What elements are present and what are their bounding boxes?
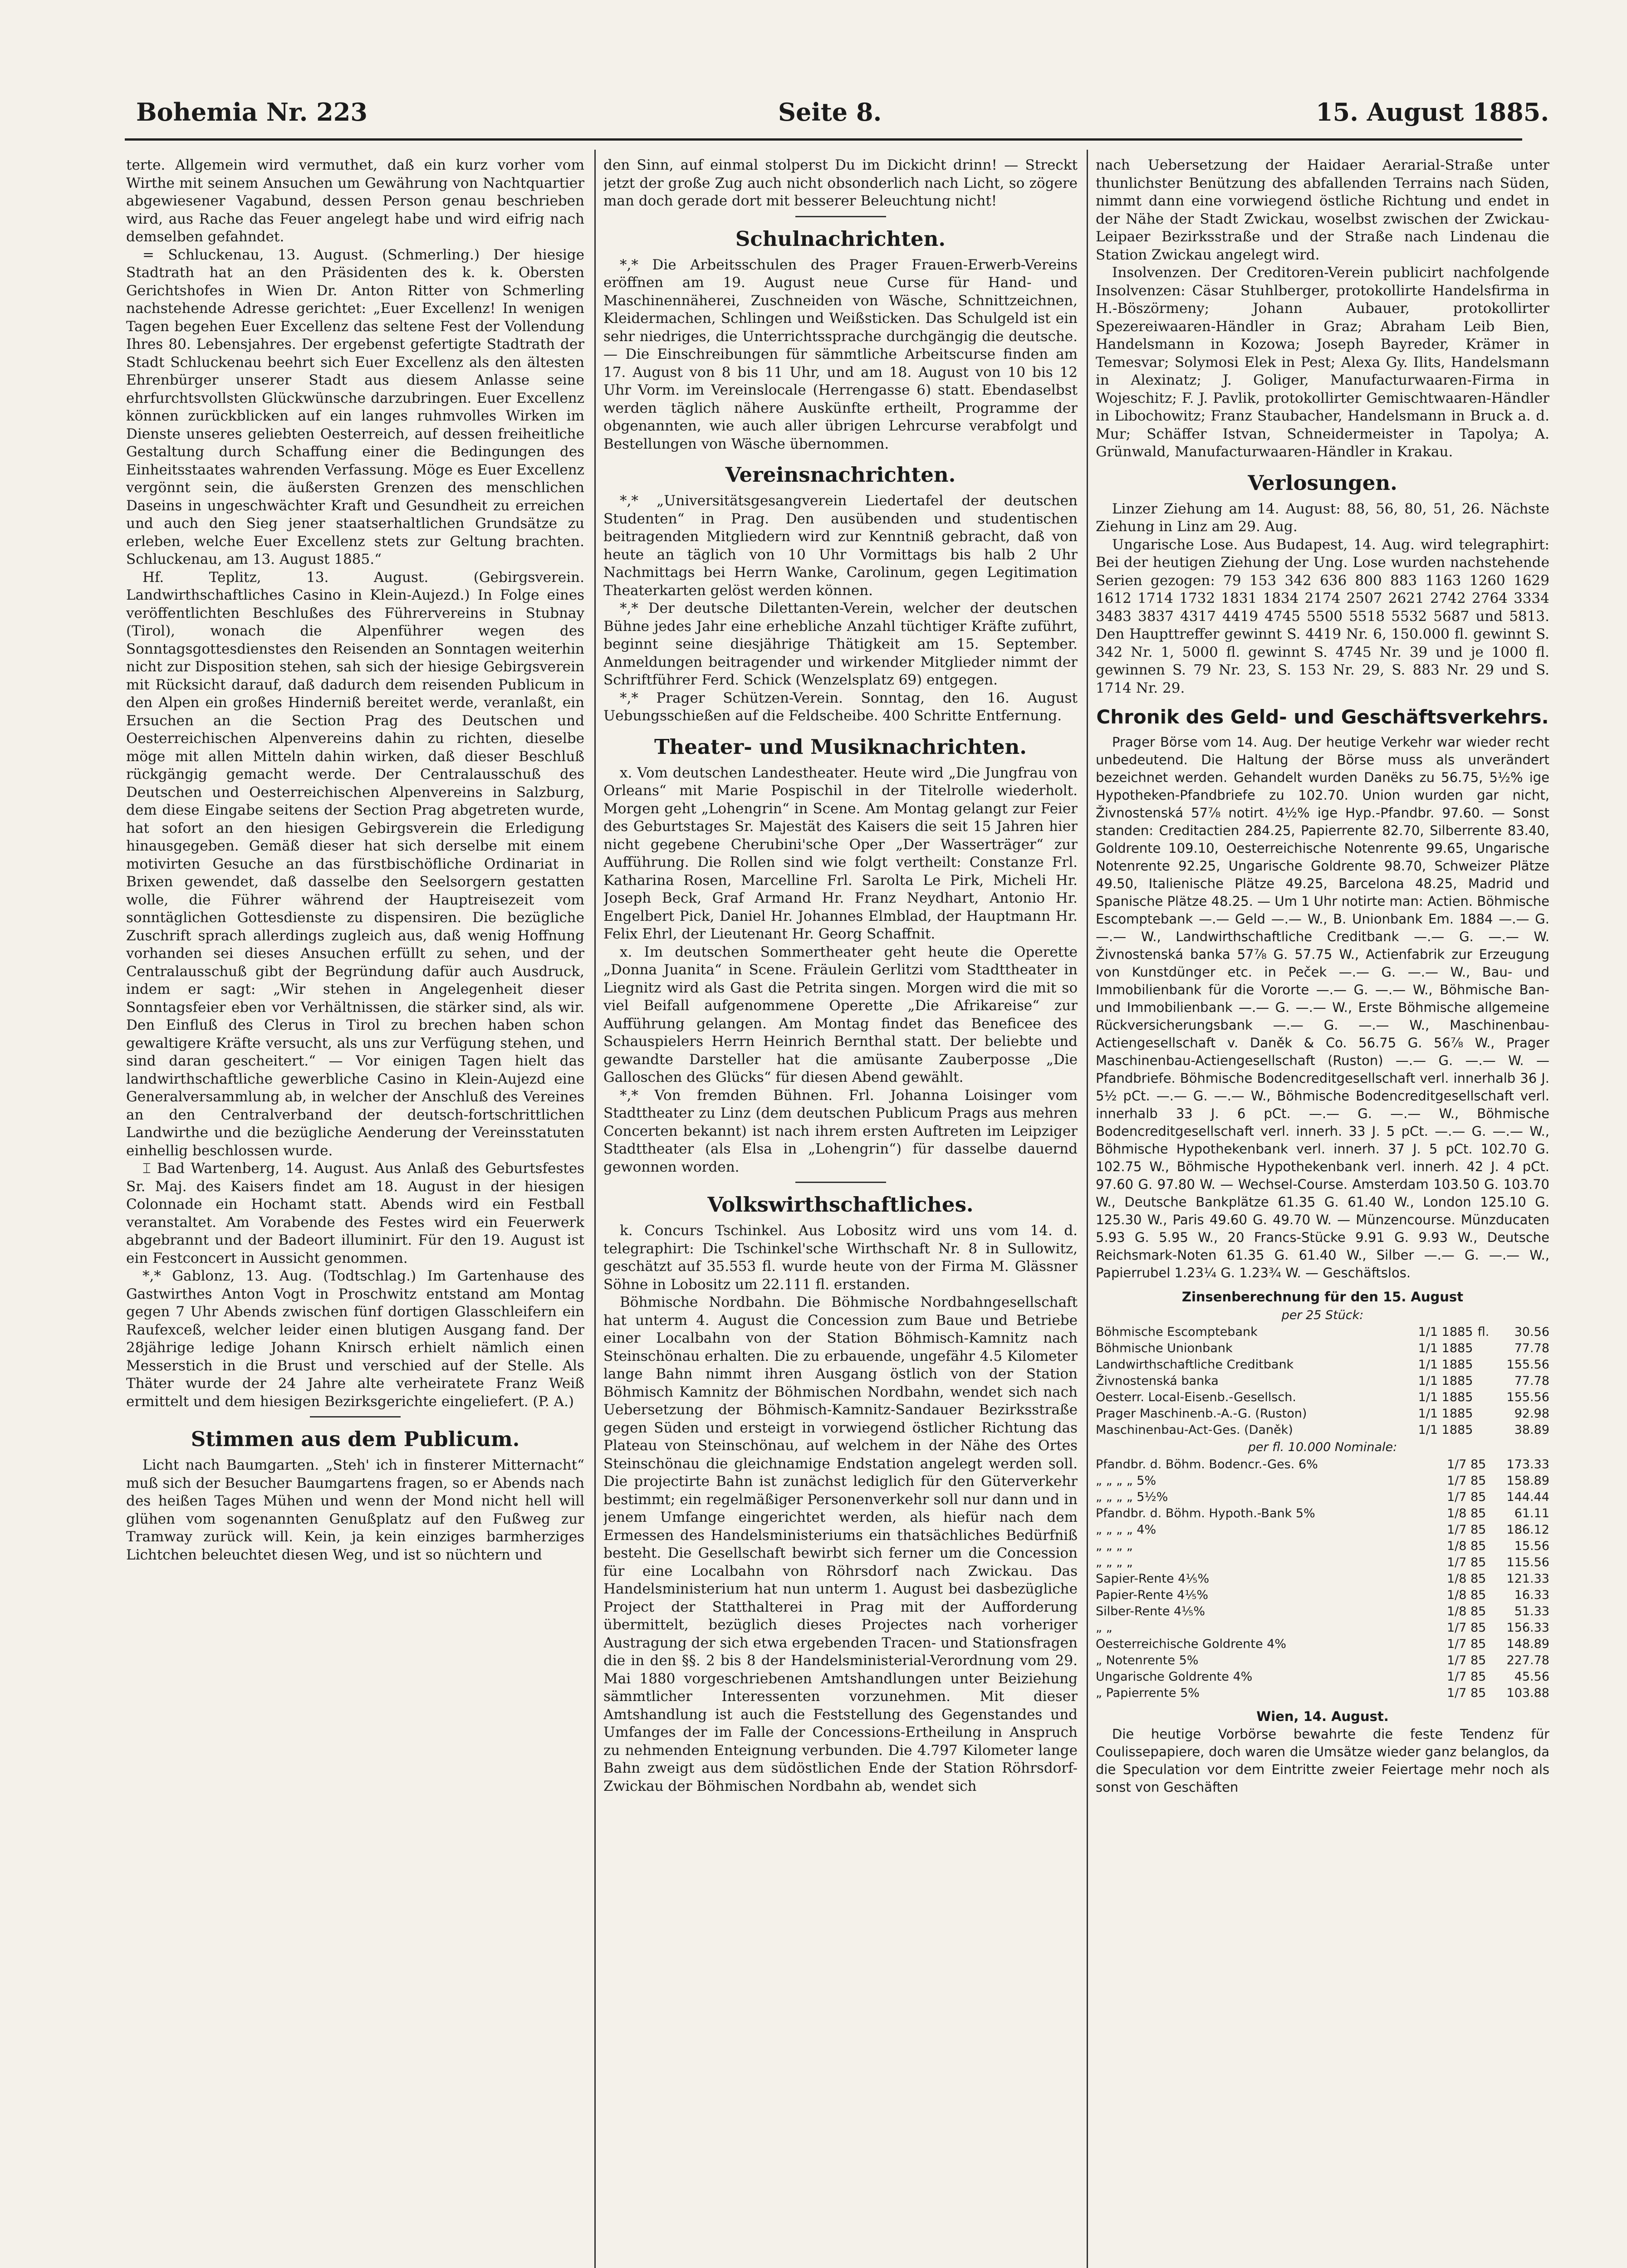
zinsen-cell-mid: 1/7 85 <box>1446 1457 1486 1471</box>
zinsen-cell-name: Živnostenská banka <box>1096 1374 1219 1388</box>
zinsen-table-stueck <box>1096 1324 1549 1438</box>
article-fremde-buehnen: *,* Von fremden Bühnen. Frl. Johanna Loisinger vom Stadttheater zu Linz (dem deutschen Publicum Prags aus mehren Concerten bekannt) ist nach ihrem ersten Auftreten im Leipziger Stadttheater (als Elsa in „Lohengrin“) für dasselbe dauernd gewonnen worden. <box>603 1087 1078 1175</box>
zinsen-cell-cur <box>1473 1340 1489 1357</box>
zinsen-cell-val: 158.89 <box>1506 1473 1549 1488</box>
zinsen-cell-name: „ „ „ „ 5½% <box>1096 1490 1168 1504</box>
zinsen-cell-val: 51.33 <box>1514 1604 1549 1618</box>
article-fire-end: terte. Allgemein wird vermuthet, daß ein kurz vorher vom Wirthe mit seinem Ansuchen um Gewährung von Nachtquartier abgewiesener Vagabund, dessen Person genau beschrieben wird, aus Rache das Feuer angelegt habe und wird eifrig nach demselben gefahndet. <box>126 157 584 245</box>
article-ungarische-lose: Ungarische Lose. Aus Budapest, 14. Aug. wird telegraphirt: Bei der heutigen Ziehung der Ung. Lose wurden nachstehende Serien gezogen: 79 153 342 636 800 883 1163 1260 1629 1612 1714 1732 1831 1834 2174 2507 2621 2742 2764 3334 3483 3837 4317 4419 4745 5500 5518 5532 5687 und 5813. Den Haupttreffer gewinnt S. 4419 Nr. 6, 150.000 fl. gewinnt S. 342 Nr. 1, 5000 fl. gewinnt S. 4745 Nr. 39 und je 1000 fl. gewinnen S. 79 Nr. 23, S. 153 Nr. 29, S. 883 Nr. 29 und S. 1714 Nr. 29. <box>1096 536 1549 696</box>
zinsen-cell-mid: 1/1 1885 <box>1418 1423 1473 1437</box>
article-arbeitsschulen: *,* Die Arbeitsschulen des Prager Frauen-Erwerb-Vereins eröffnen am 19. August neue Curse für Hand- und Maschinennäherei, Zuschneiden von Wäsche, Schnittzeichnen, Kleidermachen, Schlingen und Weißsticken. Das Schulgeld ist ein sehr niedriges, die Unterrichtssprache durchgängig die deutsche. — Die Einschreibungen für sämmtliche Arbeitscurse finden am 17. August von 8 bis 11 Uhr, und am 18. August von 10 bis 12 Uhr Vorm. im Vereinslocale (Herrengasse 6) statt. Ebendaselbst werden täglich nähere Auskünfte ertheilt, Programme der obgenannten, wie auch aller übrigen Lehrcurse verabfolgt und Bestellungen von Wäsche übernommen. <box>603 256 1078 452</box>
zinsen-cell-val: 77.78 <box>1514 1374 1549 1388</box>
zinsen-cell-val: 30.56 <box>1514 1325 1549 1339</box>
zinsen-cell-val: 156.33 <box>1506 1620 1549 1635</box>
zinsen-cell-cur <box>1473 1389 1489 1406</box>
article-wien: Die heutige Vorbörse bewahrte die feste Tendenz für Coulissepapiere, doch waren die Umsätze wieder ganz belanglos, da die Speculation vor dem Eintritte zweier Feiertage mehr noch als sonst von Geschäften <box>1096 1726 1549 1795</box>
article-nordbahn-end: nach Uebersetzung der Haidaer Aerarial-Straße unter thunlichster Benützung des abfallenden Terrains nach Süden, nimmt dann eine vorwiegend östliche Richtung und endet in der Nähe der Stadt Zwickau, woselbst zwischen der Zwickau-Leipaer Bezirksstraße und der Straße nach Lindenau die Station Zwickau angelegt wird. <box>1096 157 1549 263</box>
zinsen-row <box>1096 1669 1549 1685</box>
zinsen-cell-name: Pfandbr. d. Böhm. Hypoth.-Bank 5% <box>1096 1506 1315 1520</box>
zinsen-cell-name: Papier-Rente 4⅕% <box>1096 1588 1209 1602</box>
zinsen-cell-val: 45.56 <box>1514 1669 1549 1684</box>
zinsen-cell-name: Pfandbr. d. Böhm. Bodencr.-Ges. 6% <box>1096 1457 1318 1471</box>
zinsen-row <box>1096 1522 1549 1538</box>
zinsen-cell-mid: 1/7 85 <box>1446 1637 1486 1651</box>
zinsen-cell-mid: 1/8 85 <box>1446 1571 1486 1586</box>
zinsen-cell-val: 38.89 <box>1514 1423 1549 1437</box>
zinsen-cell-name: Prager Maschinenb.-A.-G. (Ruston) <box>1096 1407 1307 1421</box>
zinsen-cell-name: „ Papierrente 5% <box>1096 1686 1200 1700</box>
section-divider <box>310 1416 401 1418</box>
zinsen-cell-mid: 1/8 85 <box>1446 1588 1486 1602</box>
zinsen-cell-val: 227.78 <box>1506 1653 1549 1667</box>
zinsen-cell-mid: 1/8 85 <box>1446 1604 1486 1618</box>
zinsen-cell-name: Ungarische Goldrente 4% <box>1096 1669 1253 1684</box>
zinsen-cell-mid: 1/8 85 <box>1446 1539 1486 1553</box>
issue-date: 15. August 1885. <box>1316 98 1549 127</box>
zinsen-cell-name: „ „ „ „ 4% <box>1096 1522 1157 1537</box>
zinsen-cell-val: 115.56 <box>1506 1555 1549 1569</box>
zinsen-cell-mid: 1/8 85 <box>1446 1506 1486 1520</box>
zinsen-cell-name: „ „ „ „ <box>1096 1539 1133 1553</box>
article-licht-end: den Sinn, auf einmal stolperst Du im Dickicht drinn! — Streckt jetzt der große Zug auch nicht obsonderlich nach Licht, so zögere man doch gerade dort mit besserer Beleuchtung nicht! <box>603 157 1078 209</box>
zinsen-cell-name: Sapier-Rente 4⅕% <box>1096 1571 1210 1586</box>
article-concurs-tschinkel: k. Concurs Tschinkel. Aus Lobositz wird uns vom 14. d. telegraphirt: Die Tschinkel'sche Wirthschaft Nr. 8 in Sullowitz, geschätzt auf 35.553 fl. wurde heute von der Firma M. Glässner Söhne in Lobositz um 22.111 fl. erstanden. <box>603 1222 1078 1293</box>
section-heading-verlosungen: Verlosungen. <box>1248 470 1397 495</box>
zinsen-row <box>1096 1652 1549 1669</box>
zinsen-cell-cur <box>1473 1373 1489 1389</box>
zinsen-cell-val: 173.33 <box>1506 1457 1549 1471</box>
section-heading-verein: Vereinsnachrichten. <box>725 463 956 487</box>
zinsen-row <box>1096 1636 1549 1652</box>
zinsen-cell-cur <box>1473 1406 1489 1422</box>
article-schuetzen: *,* Prager Schützen-Verein. Sonntag, den 16. August Uebungsschießen auf die Feldscheibe. 400 Schritte Entfernung. <box>603 689 1078 724</box>
column-divider-2 <box>1087 150 1088 2268</box>
zinsen-cell-cur <box>1473 1357 1489 1373</box>
zinsen-cell-name: „ „ <box>1096 1620 1112 1635</box>
zinsen-cell-val: 61.11 <box>1514 1506 1549 1520</box>
article-landestheater: x. Vom deutschen Landestheater. Heute wird „Die Jungfrau von Orleans“ mit Marie Pospischil in der Titelrolle wiederholt. Morgen geht „Lohengrin“ in Scene. Am Montag gelangt zur Feier des Geburtstages Sr. Majestät des Kaisers die seit 15 Jahren hier nicht gegebene Cherubini'sche Oper „Der Wasserträger“ zur Aufführung. Die Rollen sind wie folgt vertheilt: Constanze Frl. Katharina Rosen, Marcelline Frl. Sarolta Le Pirk, Micheli Hr. Joseph Beck, Graf Armand Hr. Franz Neydhart, Antonio Hr. Engelbert Pick, Daniel Hr. Johannes Elmblad, der Hauptmann Hr. Felix Ehrl, der Lieutenant Hr. Georg Schaffnit. <box>603 764 1078 942</box>
zinsen-cell-mid: 1/1 1885 <box>1418 1341 1473 1355</box>
zinsen-cell-mid: 1/1 1885 <box>1418 1374 1473 1388</box>
article-schluckenau: = Schluckenau, 13. August. (Schmerling.) Der hiesige Stadtrath hat an den Präsidenten des k. k. Obersten Gerichtshofes in Wien Dr. Anton Ritter von Schmerling nachstehende Adresse gerichtet: „Euer Excellenz! In wenigen Tagen begehen Euer Excellenz das seltene Fest der Vollendung Ihres 80. Lebensjahres. Der ergebenst gefertigte Stadtrath der Stadt Schluckenau beehrt sich Euer Excellenz als den ältesten Ehrenbürger unserer Stadt aus diesem Anlasse seine ehrfurchtsvollsten Glückwünsche darzubringen. Euer Excellenz können zurückblicken auf ein langes ruhmvolles Wirken im Dienste unseres geliebten Oesterreich, auf dessen freiheitliche Gestaltung durch Schaffung einer die Bedingungen des Einheitsstaates wahrenden Verfassung. Möge es Euer Excellenz vergönnt sein, die äußersten Grenzen des menschlichen Daseins in ungeschwächter Kraft und Gesundheit zu erreichen und auch den Sieg jener staatserhaltlichen Grundsätze zu erleben, welche Euer Excellenz stets zur Geltung brachten. Schluckenau, am 13. August 1885.“ <box>126 246 584 567</box>
zinsen-row <box>1096 1389 1549 1406</box>
zinsen-row <box>1096 1406 1549 1422</box>
section-divider <box>795 216 886 217</box>
zinsen-cell-name: Oesterreichische Goldrente 4% <box>1096 1637 1286 1651</box>
article-insolvenzen: Insolvenzen. Der Creditoren-Verein publicirt nachfolgende Insolvenzen: Cäsar Stuhlberger, protokollirte Handelsfirma in H.-Böszörmeny; Johann Aubauer, protokollirter Spezereiwaaren-Händler in Graz; Abraham Leib Bien, Handelsmann in Kozowa; Joseph Bayreder, Krämer in Temesvar; Solymosi Elek in Pest; Alexa Gy. Ilits, Handelsmann in Alexinatz; J. Goliger, Manufacturwaaren-Firma in Wojeschitz; F. J. Pavlik, protokollirter Gemischtwaaren-Händler in Libochowitz; Franz Staubacher, Handelsmann in Bruck a. d. Mur; Schäffer Istvan, Schneidermeister in Tapolya; A. Grünwald, Manufacturwaaren-Händler in Krakau. <box>1096 264 1549 460</box>
zinsen-subtitle-nominale: per fl. 10.000 Nominale: <box>1248 1440 1397 1454</box>
zinsen-cell-mid: 1/1 1885 <box>1418 1358 1473 1372</box>
zinsen-cell-name: Silber-Rente 4⅕% <box>1096 1604 1206 1618</box>
article-gablonz: *,* Gablonz, 13. Aug. (Todtschlag.) Im Gartenhause des Gastwirthes Anton Vogt in Proschwitz entstand am Montag gegen 7 Uhr Abends zwischen fünf dortigen Glasschleifern ein Raufexceß, welcher leider einen blutigen Ausgang fand. Der 28jährige ledige Johann Knirsch erhielt nämlich einen Messerstich in die Brust und verschied auf der Stelle. Als Thäter wurde der 24 Jahre alte verheiratete Franz Weiß ermittelt und dem hiesigen Bezirksgerichte eingeliefert. (P. A.) <box>126 1268 584 1410</box>
zinsen-cell-val: 103.88 <box>1506 1686 1549 1700</box>
section-heading-volks: Volkswirthschaftliches. <box>707 1193 974 1217</box>
zinsen-cell-name: Böhmische Escomptebank <box>1096 1325 1258 1339</box>
zinsen-cell-mid: 1/1 1885 <box>1418 1325 1473 1339</box>
section-heading-chronik: Chronik des Geld- und Geschäftsverkehrs. <box>1096 706 1549 728</box>
zinsen-row <box>1096 1473 1549 1489</box>
paper-name: Bohemia Nr. 223 <box>136 98 368 127</box>
zinsen-cell-mid: 1/7 85 <box>1446 1555 1486 1569</box>
zinsen-cell-val: 155.56 <box>1506 1358 1549 1372</box>
article-licht-baumgarten: Licht nach Baumgarten. „Steh' ich in finsterer Mitternacht“ muß sich der Besucher Baumgartens fragen, so er Abends nach des heißen Tages Mühen und wenn der Mond nicht hell will glühen vom sogenannten Genußplatz auf den Fußweg zur Tramway zurück will. Kein, ja kein einziges barmherziges Lichtchen beleuchtet diesen Weg, und ist so nüchtern und <box>126 1457 584 1563</box>
zinsen-cell-val: 77.78 <box>1514 1341 1549 1355</box>
column-2 <box>603 156 1078 2268</box>
zinsen-row <box>1096 1373 1549 1389</box>
zinsen-row <box>1096 1340 1549 1357</box>
article-nordbahn: Böhmische Nordbahn. Die Böhmische Nordbahngesellschaft hat unterm 4. August die Concession zum Baue und Betriebe einer Localbahn von der Station Böhmisch-Kamnitz nach Steinschönau erhalten. Die zu erbauende, ungefähr 4.5 Kilometer lange Bahn nimmt ihren Ausgang östlich von der Station Böhmisch Kamnitz der Böhmischen Nordbahn, wendet sich nach Uebersetzung der Böhmisch-Kamnitz-Sandauer Bezirksstraße gegen Süden und ersteigt in vorwiegend östlicher Richtung das Plateau von Steinschönau, auf welchem in der Nähe des Ortes Steinschönau die gleichnamige Endstation angelegt werden soll. Die projectirte Bahn ist zunächst lediglich für den Güterverkehr bestimmt; ein regelmäßiger Personenverkehr soll nur dann und in jenem Umfange eingerichtet werden, als hiefür nach dem Ermessen des Handelsministeriums ein thatsächliches Bedürfniß besteht. Die Gesellschaft bewirbt sich ferner um die Concession für eine Localbahn von Röhrsdorf nach Zwickau. Das Handelsministerium hat nun unterm 1. August bei dasbezügliche Project der Statthalterei in Prag mit der Aufforderung übermittelt, bezüglich dieses Projectes nach vorheriger Austragung der sich etwa ergebenden Tracen- und Stationsfragen die in den §§. 2 bis 8 der Handelsministerial-Verordnung vom 29. Mai 1880 vorgeschriebenen Amtshandlungen unter Beiziehung sämmtlicher Interessenten vorzunehmen. Mit dieser Amtshandlung ist auch die Feststellung des Gegenstandes und Umfanges der im Falle der Concessions-Ertheilung in Anspruch zu nehmenden Enteignung verbunden. Die 4.797 Kilometer lange Bahn zweigt aus dem südöstlichen Ende der Station Röhrsdorf-Zwickau der Böhmischen Nordbahn ab, wendet sich <box>603 1294 1078 1794</box>
zinsen-row <box>1096 1489 1549 1505</box>
zinsen-row <box>1096 1620 1549 1636</box>
article-dilettanten: *,* Der deutsche Dilettanten-Verein, welcher der deutschen Bühne jedes Jahr eine erhebliche Anzahl tüchtiger Kräfte zuführt, beginnt seine diesjährige Thätigkeit am 15. September. Anmeldungen beitragender und wirkender Mitglieder nimmt der Schriftführer Ferd. Schick (Wenzelsplatz 69) entgegen. <box>603 600 1078 688</box>
zinsen-row <box>1096 1357 1549 1373</box>
zinsen-cell-name: Maschinenbau-Act-Ges. (Daněk) <box>1096 1423 1293 1437</box>
section-heading-stimmen: Stimmen aus dem Publicum. <box>191 1427 520 1451</box>
zinsen-row <box>1096 1571 1549 1587</box>
article-prager-boerse: Prager Börse vom 14. Aug. Der heutige Verkehr war wieder recht unbedeutend. Die Haltung der Börse muss als unverändert bezeichnet werden. Gehandelt wurden Danëks zu 56.75, 5½% ige Hypotheken-Pfandbriefe zu 102.70. Union wurden gar nicht, Živnostenská 57⅞ notirt. 4½% ige Hyp.-Pfandbr. 97.60. — Sonst standen: Creditactien 284.25, Papierrente 82.70, Silberrente 83.40, Goldrente 109.10, Oesterreichische Notenrente 99.65, Ungarische Notenrente 92.25, Ungarische Goldrente 98.70, Schweizer Plätze 49.50, Italienische Plätze 49.25, Barcelona 48.25, Madrid und Spanische Plätze 48.25. — Um 1 Uhr notirte man: Actien. Böhmische Escomptebank —.— Geld —.— W., B. Unionbank Em. 1884 —.— G. —.— W., Landwirthschaftliche Creditbank —.— G. —.— W. Živnostenská banka 57⅞ G. 57.75 W., Actienfabrik zur Erzeugung von Kunstdünger etc. in Peček —.— G. —.— W., Bau- und Immobilienbank für die Vororte —.— G. —.— W., Böhmische Ban- und Immobilienbank —.— G. —.— W., Erste Böhmische allgemeine Rückversicherungsbank —.— G. —.— W., Maschinenbau-Actiengesellschaft v. Daněk & Co. 56.75 G. 56⅞ W., Prager Maschinenbau-Actiengesellschaft (Ruston) —.— G. —.— W. — Pfandbriefe. Böhmische Bodencreditgesellschaft verl. innerhalb 36 J. 5½ pCt. —.— G. —.— W., Böhmische Bodencreditgesellschaft verl. innerhalb 33 J. 6 pCt. —.— G. —.— W., Böhmische Bodencreditgesellschaft verl. innerh. 33 J. 5 pCt. —.— G. —.— W., Böhmische Hypothekenbank verl. innerh. 37 J. 5 pCt. 102.70 G. 102.75 W., Böhmische Hypothekenbank verl. innerh. 42 J. 4 pCt. 97.60 G. 97.80 W. — Wechsel-Course. Amsterdam 103.50 G. 103.70 W., Deutsche Bankplätze 61.35 G. 61.40 W., London 125.10 G. 125.30 W., Paris 49.60 G. 49.70 W. — Münzencourse. Münzducaten 5.93 G. 5.95 W., 20 Francs-Stücke 9.91 G. 9.93 W., Deutsche Reichsmark-Noten 61.35 G. 61.40 W., Silber —.— G. —.— W., Papierrubel 1.23¼ G. 1.23¾ W. — Geschäftslos. <box>1096 734 1549 1281</box>
zinsen-cell-val: 92.98 <box>1514 1407 1549 1421</box>
article-liedertafel: *,* „Universitätsgesangverein Liedertafel der deutschen Studenten“ in Prag. Den ausübenden und studentischen beitragenden Mitgliedern wird zur Kenntniß gebracht, daß von heute an täglich von 10 Uhr Vormittags bis halb 2 Uhr Nachmittags bei Herrn Wanke, Carolinum, gegen Legitimation Theaterkarten gelöst werden können. <box>603 493 1078 599</box>
zinsen-cell-mid: 1/7 85 <box>1446 1653 1486 1667</box>
zinsen-cell-name: Oesterr. Local-Eisenb.-Gesellsch. <box>1096 1390 1296 1404</box>
zinsen-cell-val: 148.89 <box>1506 1637 1549 1651</box>
zinsen-cell-cur: fl. <box>1477 1325 1490 1339</box>
zinsen-cell-mid: 1/7 85 <box>1446 1490 1486 1504</box>
zinsen-cell-name: „ Notenrente 5% <box>1096 1653 1199 1667</box>
zinsen-row <box>1096 1587 1549 1603</box>
zinsen-cell-val: 121.33 <box>1506 1571 1549 1586</box>
zinsen-subtitle: per 25 Stück: <box>1281 1308 1364 1322</box>
zinsen-cell-mid: 1/7 85 <box>1446 1669 1486 1684</box>
article-teplitz: Hf. Teplitz, 13. August. (Gebirgsverein. Landwirthschaftliches Casino in Klein-Aujezd.) In Folge eines veröffentlichten Beschlußes des Führervereins in Stubnay (Tirol), wonach die Alpenführer wegen des Sonntagsgottesdienstes den Reisenden an Sonntagen weiterhin nicht zur Disposition stehen, sah sich der hiesige Gebirgsverein mit Rücksicht darauf, daß dadurch dem reisenden Publicum in den Alpen ein großes Hinderniß bereitet werde, veranlaßt, ein Ersuchen an die Section Prag des Deutschen und Oesterreichischen Alpenvereins dahin zu richten, dieselbe möge mit allen Mitteln dahin wirken, daß dieser Beschluß rückgängig gemacht werde. Der Centralausschuß des Deutschen und Oesterreichischen Alpenvereins in Salzburg, dem diese Eingabe seitens der Section Prag abgetreten wurde, hat sofort an den hiesigen Gebirgsverein die Erledigung hinausgegeben. Gemäß dieser hat sich derselbe mit einem motivirten Gesuche an das fürstbischöfliche Ordinariat in Brixen gewendet, daß dasselbe den Seelsorgern gestatten wolle, die Führer während der Hauptreisezeit vom sonntäglichen Gottesdienste zu dispensiren. Die bezügliche Zuschrift sprach allerdings zugleich aus, daß wenig Hoffnung vorhanden sei dieses Ansuchen erfüllt zu sehen, und der Centralausschuß gibt der Begründung dafür auch Ausdruck, indem er sagt: „Wir stehen in Angelegenheit dieser Sonntagsfeier eben vor Verhältnissen, die stärker sind, als wir. Den Einfluß des Clerus in Tirol zu brechen haben schon gewaltigere Kräfte versucht, als uns zur Verfügung stehen, und sind daran gescheitert.“ — Vor einigen Tagen hielt das landwirthschaftliche gewerbliche Casino in Klein-Aujezd eine Generalversammlung ab, in welcher der Anschluß des Vereines an den Centralverband der deutsch-fortschrittlichen Landwirthe und die bezügliche Aenderung der Vereinsstatuten einhellig beschlossen wurde. <box>126 569 584 1159</box>
zinsen-table-nominale <box>1096 1457 1549 1701</box>
zinsen-cell-mid: 1/1 1885 <box>1418 1407 1473 1421</box>
page-number: Seite 8. <box>778 98 882 127</box>
zinsen-cell-name: Böhmische Unionbank <box>1096 1341 1233 1355</box>
header-rule <box>125 138 1522 141</box>
article-linzer-ziehung: Linzer Ziehung am 14. August: 88, 56, 80, 51, 26. Nächste Ziehung in Linz am 29. Aug. <box>1096 500 1549 535</box>
zinsen-cell-val: 155.56 <box>1506 1390 1549 1404</box>
section-divider <box>795 1182 886 1183</box>
column-divider-1 <box>594 150 596 2268</box>
zinsen-cell-mid: 1/7 85 <box>1446 1522 1486 1537</box>
section-heading-schul: Schulnachrichten. <box>735 226 946 251</box>
zinsen-cell-name: „ „ „ „ <box>1096 1555 1133 1569</box>
zinsen-cell-val: 15.56 <box>1514 1539 1549 1553</box>
zinsen-row <box>1096 1324 1549 1340</box>
column-3 <box>1096 156 1549 2268</box>
zinsen-row <box>1096 1505 1549 1522</box>
zinsen-cell-mid: 1/7 85 <box>1446 1686 1486 1700</box>
zinsen-row <box>1096 1685 1549 1701</box>
zinsen-row <box>1096 1538 1549 1554</box>
zinsen-cell-name: Landwirthschaftliche Creditbank <box>1096 1358 1294 1372</box>
zinsen-row <box>1096 1554 1549 1571</box>
zinsen-title: Zinsenberechnung für den 15. August <box>1181 1289 1464 1305</box>
section-heading-theater: Theater- und Musiknachrichten. <box>654 734 1027 759</box>
zinsen-cell-name: „ „ „ „ 5% <box>1096 1473 1157 1488</box>
zinsen-cell-val: 16.33 <box>1514 1588 1549 1602</box>
article-bad-wartenberg: ⌶ Bad Wartenberg, 14. August. Aus Anlaß des Geburtsfestes Sr. Maj. des Kaisers findet am 18. August in der hiesigen Colonnade ein Hochamt statt. Abends wird ein Festball veranstaltet. Am Vorabende des Festes wird ein Feuerwerk abgebrannt und der Badeort illuminirt. Für den 19. August ist ein Festconcert in Aussicht genommen. <box>126 1160 584 1266</box>
zinsen-cell-mid: 1/7 85 <box>1446 1473 1486 1488</box>
zinsen-row <box>1096 1457 1549 1473</box>
zinsen-cell-val: 144.44 <box>1506 1490 1549 1504</box>
zinsen-row <box>1096 1603 1549 1620</box>
column-1 <box>126 156 584 2268</box>
article-sommertheater: x. Im deutschen Sommertheater geht heute die Operette „Donna Juanita“ in Scene. Fräulein Gerlitzi vom Stadttheater in Liegnitz wird als Gast die Petrita singen. Morgen wird die mit so viel Beifall aufgenommene Operette „Die Afrikareise“ zur Aufführung gelangen. Am Montag findet das Beneficee des Schauspielers Herrn Heinrich Bernthal statt. Der beliebte und gewandte Darsteller hat die amüsante Zauberposse „Die Galloschen des Glücks“ für diesen Abend gewählt. <box>603 943 1078 1085</box>
wien-heading: Wien, 14. August. <box>1256 1708 1389 1724</box>
zinsen-row <box>1096 1422 1549 1438</box>
zinsen-cell-mid: 1/7 85 <box>1446 1620 1486 1635</box>
zinsen-cell-mid: 1/1 1885 <box>1418 1390 1473 1404</box>
zinsen-cell-cur <box>1473 1422 1489 1438</box>
zinsen-cell-val: 186.12 <box>1506 1522 1549 1537</box>
